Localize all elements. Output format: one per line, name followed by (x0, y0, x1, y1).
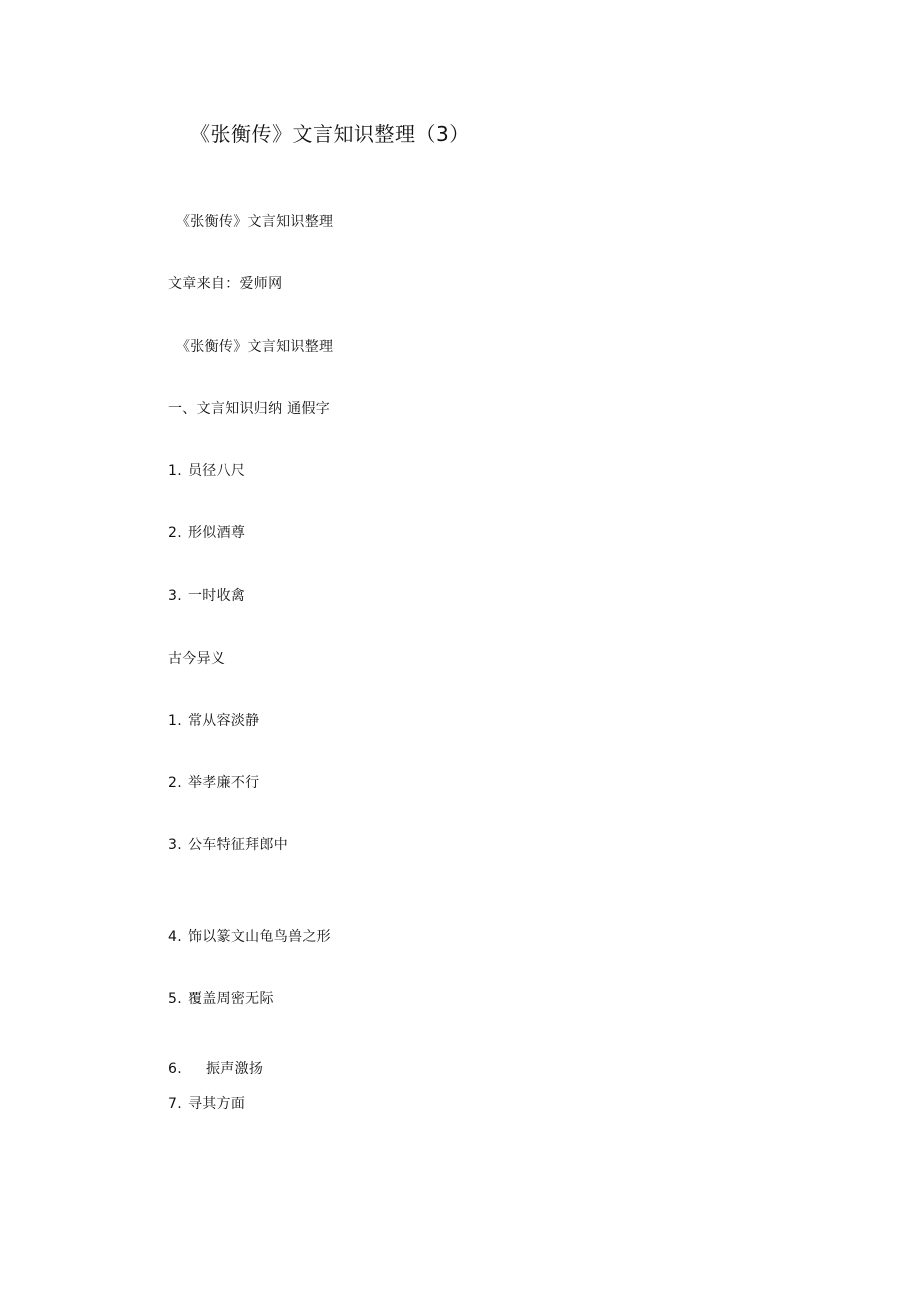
item-text: 常从容淡静 (187, 713, 260, 729)
subtitle-repeat: 《张衡传》文言知识整理 (176, 339, 334, 355)
list-item (168, 927, 331, 947)
item-number: 2. (168, 525, 182, 541)
list-item (168, 989, 274, 1009)
item-number: 3. (168, 588, 182, 604)
item-number: 7. (168, 1096, 182, 1112)
item-text: 寻其方面 (187, 1096, 246, 1112)
page-title: 《张衡传》文言知识整理（3） (190, 122, 470, 146)
list-item (168, 461, 245, 481)
item-text: 覆盖周密无际 (187, 991, 274, 1007)
list-item (168, 586, 245, 606)
item-text: 公车特征拜郎中 (187, 837, 289, 853)
item-number: 3. (168, 837, 182, 853)
item-text: 一时收禽 (187, 588, 246, 604)
list-item (168, 711, 259, 731)
section-heading-gujin: 古今异义 (168, 651, 226, 667)
list-item (168, 1059, 263, 1079)
list-item (168, 523, 245, 543)
item-number: 1. (168, 463, 182, 479)
item-text: 形似酒尊 (187, 525, 246, 541)
item-number: 1. (168, 713, 182, 729)
section-heading-tongjia: 一、文言知识归纳 通假字 (168, 401, 331, 417)
item-text: 饰以篆文山龟鸟兽之形 (187, 929, 331, 945)
list-item (168, 773, 259, 793)
item-number: 5. (168, 991, 182, 1007)
list-item (168, 1094, 245, 1114)
item-number: 4. (168, 929, 182, 945)
item-number: 6. (168, 1061, 182, 1077)
item-text: 振声激扬 (205, 1061, 264, 1077)
list-item (168, 835, 288, 855)
item-text: 举孝廉不行 (187, 775, 260, 791)
source-line: 文章来自：爱师网 (168, 276, 283, 292)
subtitle: 《张衡传》文言知识整理 (176, 214, 334, 230)
item-text: 员径八尺 (187, 463, 246, 479)
item-number: 2. (168, 775, 182, 791)
